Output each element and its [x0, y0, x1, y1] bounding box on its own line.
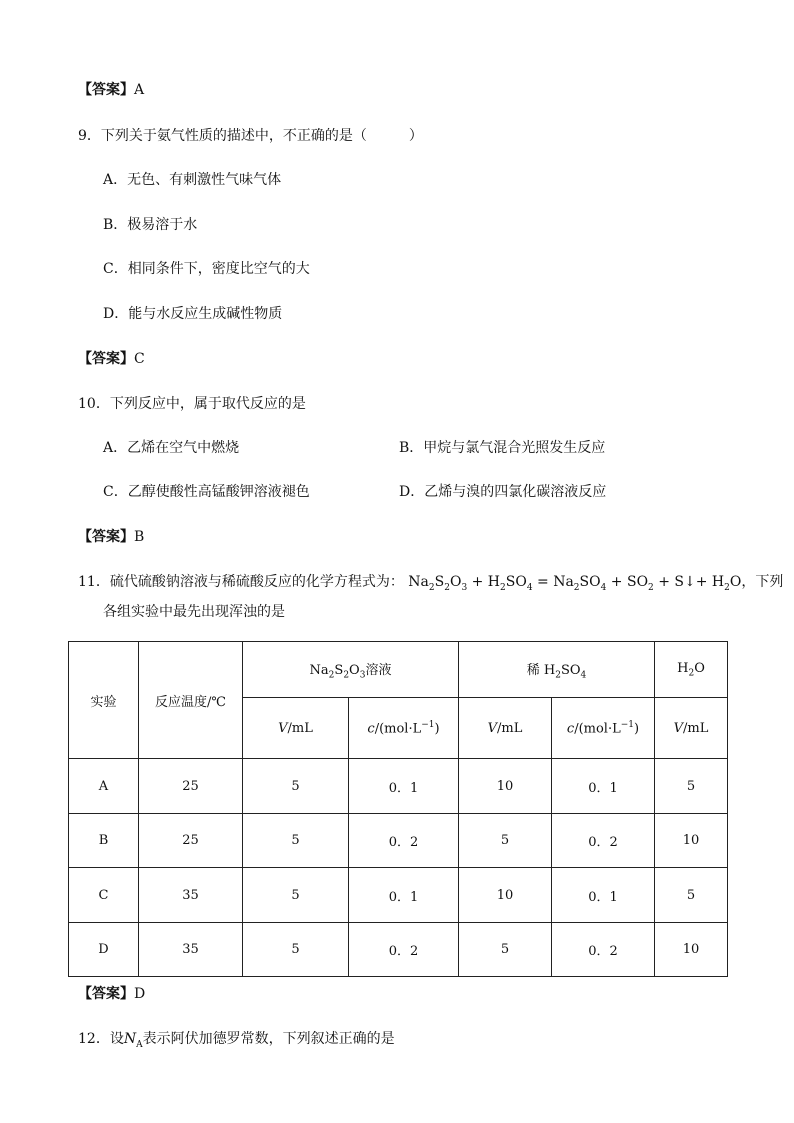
- answer-value: B: [134, 529, 145, 545]
- answer-q9: [78, 349, 145, 369]
- cell-exp: C: [69, 868, 139, 923]
- cell-c1: 0．1: [349, 868, 459, 923]
- cell-temp: 35: [139, 923, 243, 977]
- avogadro-symbol: N: [123, 1031, 137, 1047]
- q12-stem-suffix: 表示阿伏加德罗常数，下列叙述正确的是: [142, 1031, 395, 1047]
- answer-label: 【答案】: [78, 82, 134, 98]
- answer-label: 【答案】: [78, 351, 134, 367]
- question-11-stem: [78, 572, 783, 598]
- header-h2so4: 稀 $H_2SO_4$: [459, 642, 655, 698]
- q10-option-d: D．乙烯与溴的四氯化碳溶液反应: [399, 484, 607, 500]
- cell-temp: 25: [139, 759, 243, 814]
- cell-exp: A: [69, 759, 139, 814]
- answer-label: 【答案】: [78, 529, 134, 545]
- answer-value: C: [134, 351, 145, 367]
- cell-v2: 10: [459, 759, 552, 814]
- cell-v1: 5: [243, 759, 349, 814]
- q10-option-c: C．乙醇使酸性高锰酸钾溶液褪色: [103, 484, 310, 500]
- q12-stem-prefix: 12．设: [78, 1031, 124, 1047]
- question-9-stem: 9．下列关于氨气性质的描述中，不正确的是（ ）: [78, 128, 423, 144]
- header-volume-2: V/mL: [459, 698, 552, 759]
- header-volume-1: V/mL: [243, 698, 349, 759]
- cell-v2: 5: [459, 814, 552, 868]
- cell-v2: 10: [459, 868, 552, 923]
- q9-option-d: D．能与水反应生成碱性物质: [103, 306, 283, 322]
- question-10-stem: 10．下列反应中，属于取代反应的是: [78, 396, 306, 412]
- table-row: [69, 759, 728, 814]
- question-11-stem-line2: 各组实验中最先出现浑浊的是: [103, 604, 285, 620]
- q11-stem-suffix: ，下列: [741, 574, 784, 590]
- cell-v3: 10: [655, 814, 728, 868]
- header-na2s2o3: $Na_2S_2O_3$溶液: [243, 642, 459, 698]
- avogadro-subscript: A: [136, 1039, 143, 1050]
- q9-option-b: B．极易溶于水: [103, 217, 198, 233]
- chemical-equation: $Na_2S_2O_3 + H_2SO_4 = Na_2SO_4 + SO_2$ + S↓+ $H_2O$: [408, 574, 742, 593]
- header-h2o: $H_2O$: [655, 642, 728, 698]
- cell-v1: 5: [243, 923, 349, 977]
- answer-q8: [78, 80, 144, 100]
- header-conc-2: $c/(mol\cdot L^{-1})$: [552, 698, 655, 759]
- q9-option-a: A．无色、有刺激性气味气体: [103, 172, 282, 188]
- header-temperature: 反应温度/℃: [139, 642, 243, 759]
- q9-option-c: C．相同条件下，密度比空气的大: [103, 261, 310, 277]
- q10-option-b: B．甲烷与氯气混合光照发生反应: [399, 440, 606, 456]
- cell-c1: 0．2: [349, 814, 459, 868]
- q11-stem-text: 11．硫代硫酸钠溶液与稀硫酸反应的化学方程式为：: [78, 574, 404, 590]
- answer-q10: [78, 527, 144, 547]
- cell-v3: 5: [655, 759, 728, 814]
- cell-v3: 10: [655, 923, 728, 977]
- cell-v1: 5: [243, 868, 349, 923]
- answer-value: D: [134, 986, 146, 1002]
- cell-c1: 0．1: [349, 759, 459, 814]
- cell-temp: 35: [139, 868, 243, 923]
- question-12-stem: [78, 1029, 395, 1055]
- cell-v2: 5: [459, 923, 552, 977]
- cell-c2: 0．2: [552, 814, 655, 868]
- answer-q11: [78, 984, 145, 1004]
- cell-c2: 0．1: [552, 759, 655, 814]
- experiment-table: [68, 641, 728, 977]
- cell-c1: 0．2: [349, 923, 459, 977]
- answer-value: A: [134, 82, 145, 98]
- table-row: [69, 868, 728, 923]
- cell-v1: 5: [243, 814, 349, 868]
- answer-label: 【答案】: [78, 986, 134, 1002]
- table-row: [69, 923, 728, 977]
- header-volume-3: V/mL: [655, 698, 728, 759]
- cell-exp: D: [69, 923, 139, 977]
- header-experiment: 实验: [69, 642, 139, 759]
- cell-exp: B: [69, 814, 139, 868]
- header-conc-1: $c/(mol\cdot L^{-1})$: [349, 698, 459, 759]
- cell-c2: 0．1: [552, 868, 655, 923]
- cell-c2: 0．2: [552, 923, 655, 977]
- cell-temp: 25: [139, 814, 243, 868]
- q10-option-a: A．乙烯在空气中燃烧: [103, 440, 240, 456]
- table-row: [69, 814, 728, 868]
- cell-v3: 5: [655, 868, 728, 923]
